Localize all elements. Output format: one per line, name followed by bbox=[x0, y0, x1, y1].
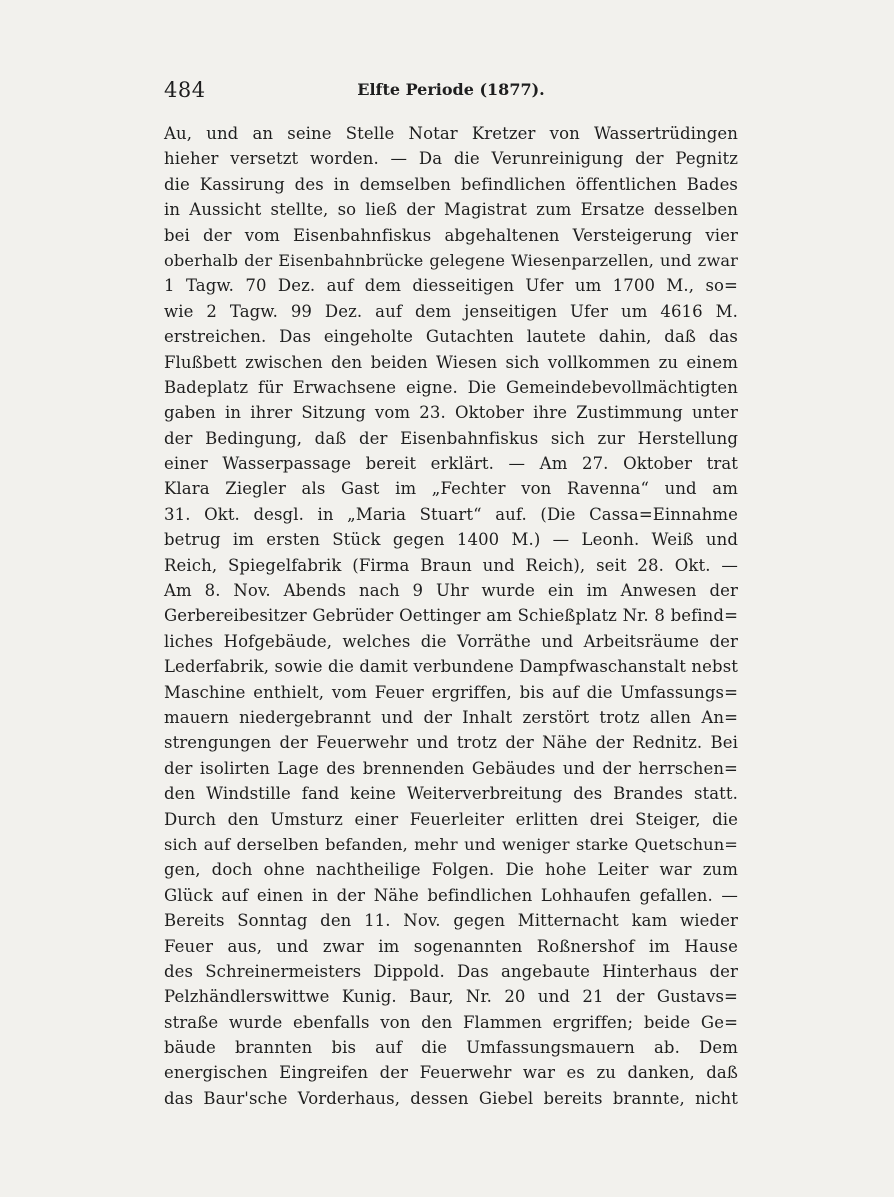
text-line: des Schreinermeisters Dippold. Das angebaute Hinterhaus der bbox=[164, 961, 738, 981]
text-line: der isolirten Lage des brennenden Gebäudes und der herrschen= bbox=[164, 758, 738, 778]
text-line: Badeplatz für Erwachsene eigne. Die Gemeindebevollmächtigten bbox=[164, 377, 738, 397]
text-line: erstreichen. Das eingeholte Gutachten lautete dahin, daß das bbox=[164, 327, 738, 347]
running-title: Elfte Periode (1877). bbox=[357, 80, 545, 99]
text-line: das Baur'sche Vorderhaus, dessen Giebel bereits brannte, nicht bbox=[164, 1088, 738, 1108]
text-line: Flußbett zwischen den beiden Wiesen sich vollkommen zu einem bbox=[164, 352, 738, 372]
text-line: sich auf derselben befanden, mehr und weniger starke Quetschun= bbox=[164, 834, 738, 854]
text-line: bei der vom Eisenbahnfiskus abgehaltenen Versteigerung vier bbox=[164, 225, 738, 245]
text-line: 1 Tagw. 70 Dez. auf dem diesseitigen Ufer um 1700 M., so= bbox=[164, 276, 738, 296]
text-line: Maschine enthielt, vom Feuer ergriffen, bis auf die Umfassungs= bbox=[164, 682, 738, 702]
page-number: 484 bbox=[164, 78, 206, 102]
text-line: einer Wasserpassage bereit erklärt. — Am 27. Oktober trat bbox=[164, 454, 738, 474]
body-text bbox=[164, 121, 738, 1111]
text-line: oberhalb der Eisenbahnbrücke gelegene Wiesenparzellen, und zwar bbox=[164, 250, 738, 270]
text-line: hieher versetzt worden. — Da die Verunreinigung der Pegnitz bbox=[164, 149, 738, 169]
text-line: energischen Eingreifen der Feuerwehr war es zu danken, daß bbox=[164, 1063, 738, 1083]
text-line: strengungen der Feuerwehr und trotz der Nähe der Rednitz. Bei bbox=[164, 733, 738, 753]
text-line: Am 8. Nov. Abends nach 9 Uhr wurde ein im Anwesen der bbox=[164, 581, 738, 601]
text-line: Glück auf einen in der Nähe befindlichen Lohhaufen gefallen. — bbox=[164, 885, 738, 905]
text-line: Gerbereibesitzer Gebrüder Oettinger am Schießplatz Nr. 8 befind= bbox=[164, 606, 738, 626]
text-line: betrug im ersten Stück gegen 1400 M.) — Leonh. Weiß und bbox=[164, 530, 738, 550]
text-line: Bereits Sonntag den 11. Nov. gegen Mitternacht kam wieder bbox=[164, 911, 738, 931]
text-line: mauern niedergebrannt und der Inhalt zerstört trotz allen An= bbox=[164, 707, 738, 727]
text-line: gen, doch ohne nachtheilige Folgen. Die hohe Leiter war zum bbox=[164, 860, 738, 880]
text-line: in Aussicht stellte, so ließ der Magistrat zum Ersatze desselben bbox=[164, 200, 738, 220]
page-header bbox=[164, 74, 738, 106]
text-line: den Windstille fand keine Weiterverbreitung des Brandes statt. bbox=[164, 784, 738, 804]
text-line: Durch den Umsturz einer Feuerleiter erlitten drei Steiger, die bbox=[164, 809, 738, 829]
text-line: 31. Okt. desgl. in „Maria Stuart“ auf. (Die Cassa=Einnahme bbox=[164, 504, 738, 524]
text-line: Klara Ziegler als Gast im „Fechter von Ravenna“ und am bbox=[164, 479, 738, 499]
text-line: der Bedingung, daß der Eisenbahnfiskus sich zur Herstellung bbox=[164, 428, 738, 448]
text-line: Lederfabrik, sowie die damit verbundene Dampfwaschanstalt nebst bbox=[164, 657, 738, 677]
text-line: bäude brannten bis auf die Umfassungsmauern ab. Dem bbox=[164, 1038, 738, 1058]
text-line: Feuer aus, und zwar im sogenannten Roßnershof im Hause bbox=[164, 936, 738, 956]
text-line: wie 2 Tagw. 99 Dez. auf dem jenseitigen Ufer um 4616 M. bbox=[164, 301, 738, 321]
text-line: die Kassirung des in demselben befindlichen öffentlichen Bades bbox=[164, 174, 738, 194]
text-line: Pelzhändlerswittwe Kunig. Baur, Nr. 20 und 21 der Gustavs= bbox=[164, 987, 738, 1007]
text-line: Au, und an seine Stelle Notar Kretzer von Wassertrüdingen bbox=[164, 124, 738, 143]
text-line: straße wurde ebenfalls von den Flammen ergriffen; beide Ge= bbox=[164, 1012, 738, 1032]
text-line: Reich, Spiegelfabrik (Firma Braun und Reich), seit 28. Okt. — bbox=[164, 555, 738, 575]
text-line: liches Hofgebäude, welches die Vorräthe und Arbeitsräume der bbox=[164, 631, 738, 651]
text-line: gaben in ihrer Sitzung vom 23. Oktober ihre Zustimmung unter bbox=[164, 403, 738, 423]
